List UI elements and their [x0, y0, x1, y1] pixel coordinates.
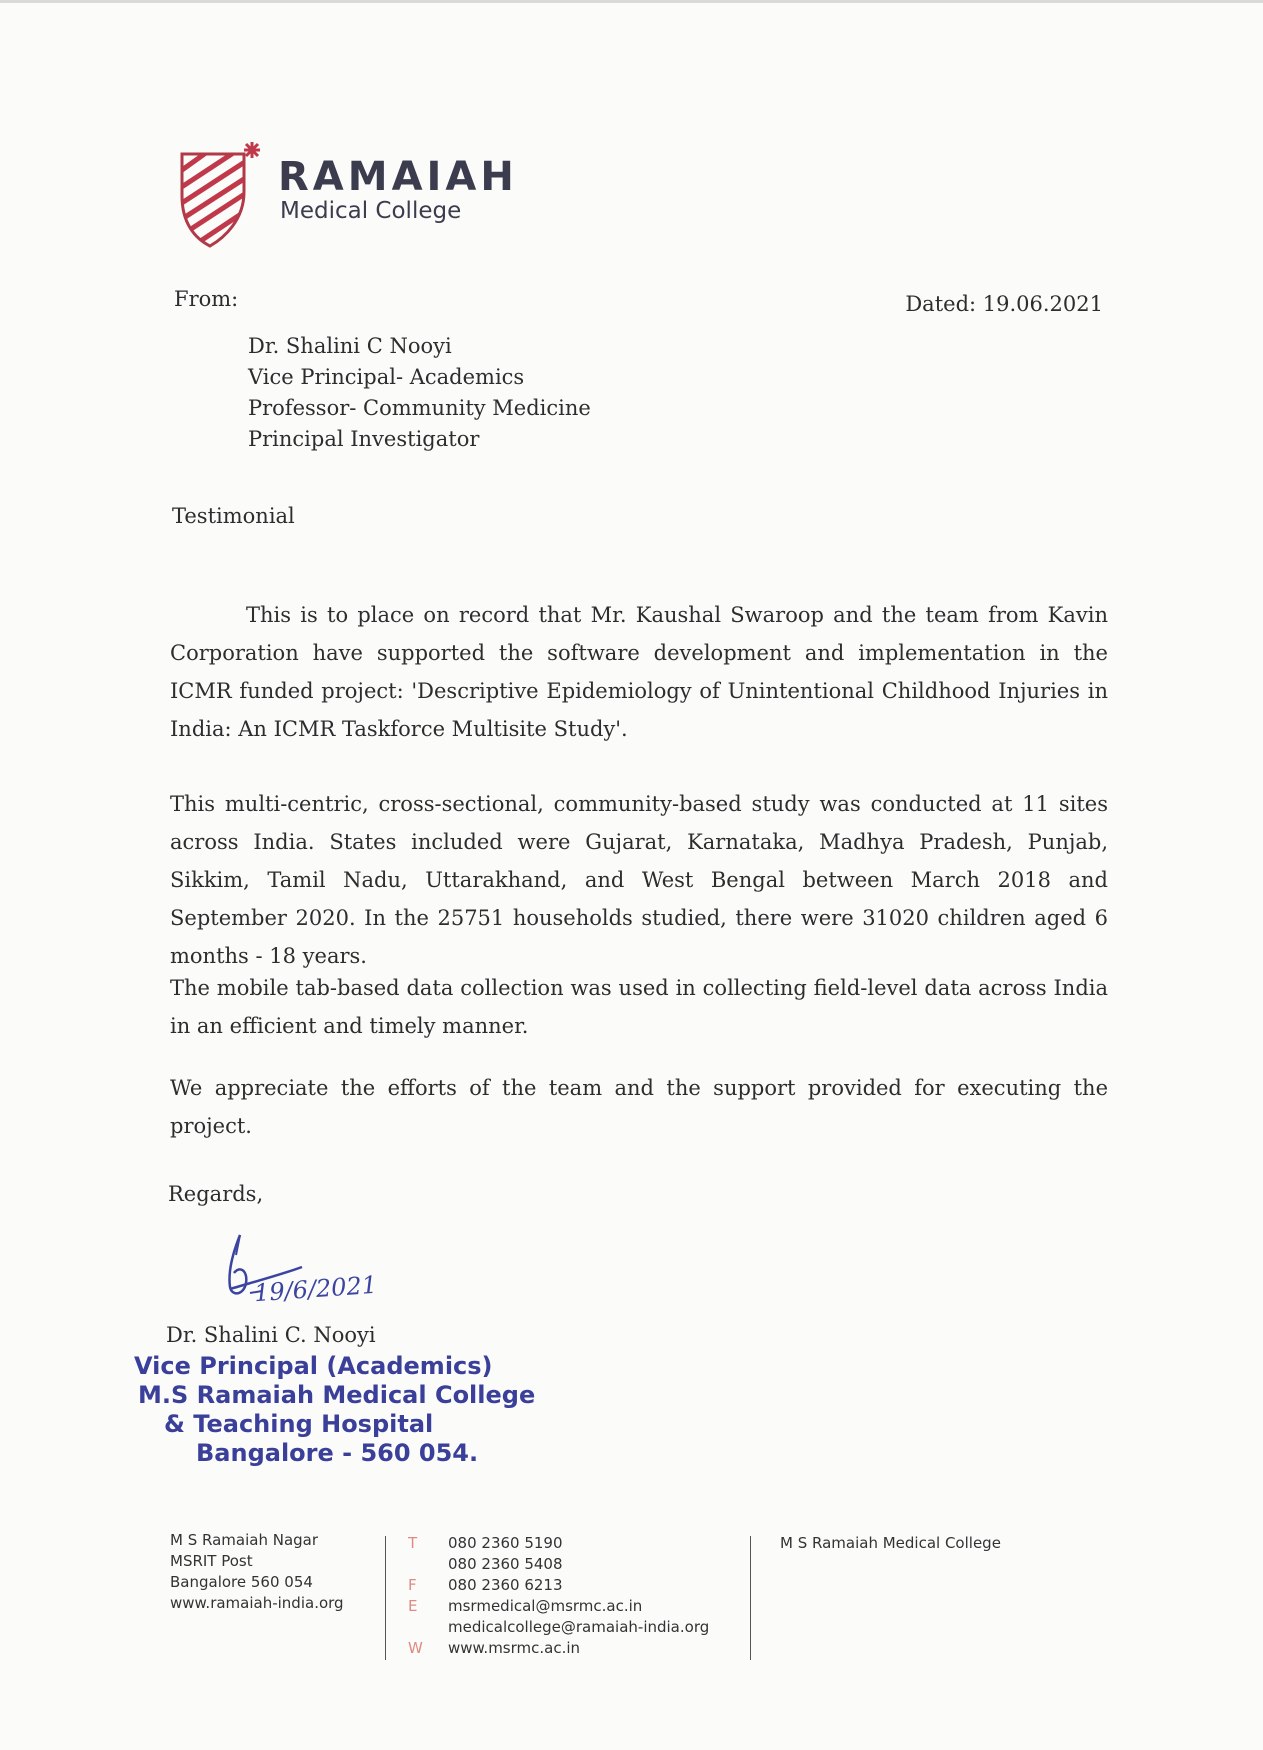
phone-number: 080 2360 5190: [448, 1534, 563, 1552]
stamp-line: & Teaching Hospital: [164, 1410, 434, 1438]
signer-name: Dr. Shalini C. Nooyi: [166, 1323, 376, 1347]
contact-type-letter: E: [408, 1597, 418, 1615]
stamp-line: Vice Principal (Academics): [134, 1352, 493, 1380]
phone-number: 080 2360 5408: [448, 1555, 563, 1573]
body-paragraph: We appreciate the efforts of the team and the support provided for executing the project.: [170, 1076, 1108, 1138]
closing: Regards,: [168, 1182, 264, 1206]
sender-block: [248, 331, 591, 455]
address-line: Bangalore 560 054: [170, 1573, 313, 1591]
ramaiah-emblem-icon: [178, 140, 262, 248]
address-line: MSRIT Post: [170, 1552, 253, 1570]
footer-divider: [385, 1536, 386, 1660]
email-address: msrmedical@msrmc.ac.in: [448, 1597, 643, 1615]
page-edge: [0, 0, 1263, 3]
email-address: medicalcollege@ramaiah-india.org: [448, 1618, 710, 1636]
stamp-line: Bangalore - 560 054.: [196, 1439, 479, 1467]
address-line: M S Ramaiah Nagar: [170, 1531, 319, 1549]
ramaiah-logo: [178, 140, 518, 250]
footer-address: [170, 1530, 344, 1614]
signature-date: 19/6/2021: [253, 1270, 378, 1308]
contact-type-letter: T: [408, 1534, 418, 1552]
body-paragraph: This multi-centric, cross-sectional, community-based study was conducted at 11 sites across India. States included were Gujarat, Karnataka, Madhya Pradesh, Punjab, Sikkim, Tamil Nadu, Uttarakhand, and West Bengal between March 2018 and September 2020. In the 25751 households studied, there were 31020 children aged 6 months - 18 years.: [170, 792, 1108, 968]
letter-date: Dated: 19.06.2021: [905, 292, 1103, 316]
body-paragraph: This is to place on record that Mr. Kaushal Swaroop and the team from Kavin Corporation have supported the software development and implementation in the ICMR funded project: 'Descriptive Epidemiology of Unintentional Childhood Injuries in India: An ICMR Taskforce Multisite Study'.: [170, 603, 1108, 741]
contact-type-letter: [408, 1554, 448, 1575]
letter-subject: Testimonial: [172, 504, 295, 528]
contact-type-letter: F: [408, 1576, 417, 1594]
contact-type-letter: [408, 1617, 448, 1638]
body-paragraph: The mobile tab-based data collection was used in collecting field-level data across India in an efficient and timely manner.: [170, 976, 1108, 1038]
sender-name: Dr. Shalini C Nooyi: [248, 334, 452, 358]
website-text: www.msrmc.ac.in: [448, 1639, 581, 1657]
sender-title-2: Professor- Community Medicine: [248, 396, 591, 420]
from-label: From:: [174, 287, 239, 311]
official-stamp: [134, 1352, 535, 1468]
logo-subtitle: Medical College: [280, 198, 462, 224]
sender-title-1: Vice Principal- Academics: [248, 365, 525, 389]
contact-type-letter: W: [408, 1639, 423, 1657]
footer-institution: M S Ramaiah Medical College: [780, 1534, 1001, 1552]
website-text: www.ramaiah-india.org: [170, 1594, 344, 1612]
sender-title-3: Principal Investigator: [248, 427, 480, 451]
footer-divider: [750, 1536, 751, 1660]
stamp-line: M.S Ramaiah Medical College: [138, 1381, 536, 1409]
footer-contacts: [408, 1533, 709, 1659]
logo-name: RAMAIAH: [278, 154, 518, 200]
fax-number: 080 2360 6213: [448, 1576, 563, 1594]
